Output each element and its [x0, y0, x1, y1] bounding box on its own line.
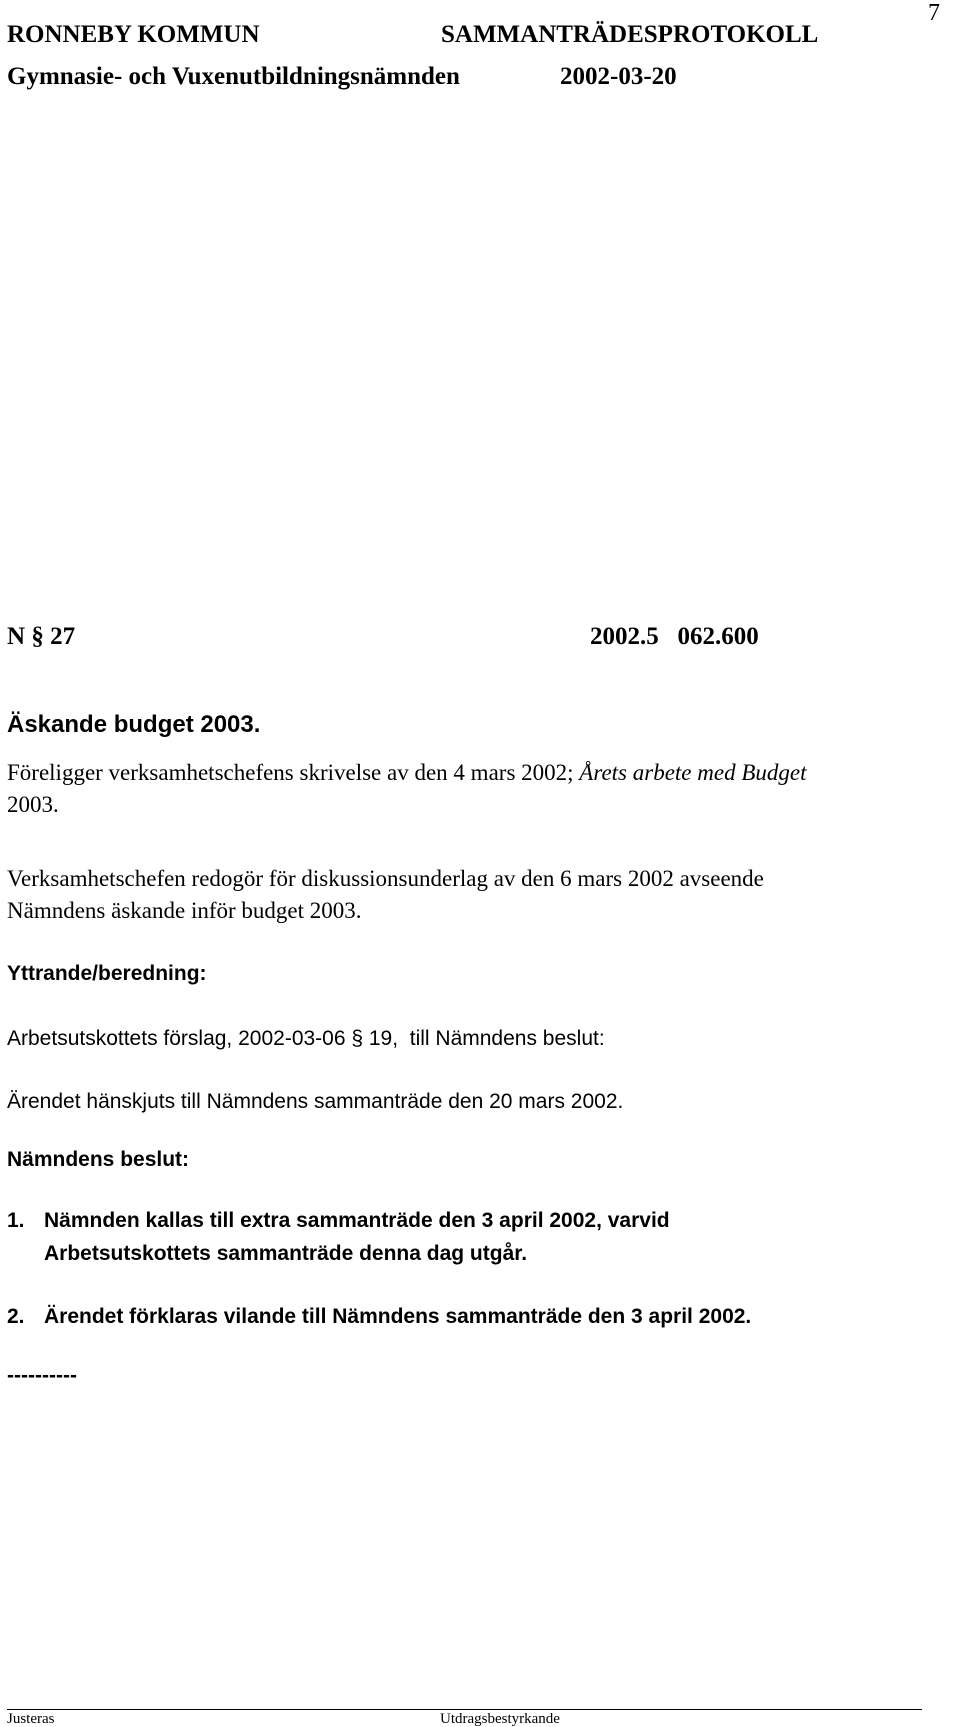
committee-name: Gymnasie- och Vuxenutbildningsnämnden	[7, 63, 460, 90]
footer-rule	[7, 1709, 922, 1710]
decision-2-line-1: Ärendet förklaras vilande till Nämndens sammanträde den 3 april 2002.	[44, 1305, 752, 1328]
yttrande-heading: Yttrande/beredning:	[7, 962, 207, 985]
paragraph-num: 27	[50, 623, 76, 650]
separator-dashes: ----------	[7, 1364, 77, 1387]
intro-text: Föreligger verksamhetschefens skrivelse av den 4 mars 2002;	[7, 760, 580, 785]
page-number: 7	[928, 0, 940, 26]
section-symbol: §	[351, 1027, 364, 1050]
file-code: 2002.5 062.600	[590, 623, 759, 650]
section-symbol: §	[31, 623, 44, 650]
proposal-text: Ärendet hänskjuts till Nämndens sammanträde den 20 mars 2002.	[7, 1090, 624, 1113]
footer-utdragsbestyrkande: Utdragsbestyrkande	[440, 1711, 560, 1727]
decision-2-number: 2.	[7, 1305, 25, 1328]
municipality-name: RONNEBY KOMMUN	[7, 21, 260, 48]
description-line-1: Verksamhetschefen redogör för diskussionsunderlag av den 6 mars 2002 avseende	[7, 866, 764, 891]
intro-line-1	[7, 757, 806, 789]
intro-line-2: 2003.	[7, 792, 59, 817]
decision-1-number: 1.	[7, 1209, 25, 1232]
meeting-date: 2002-03-20	[560, 63, 677, 90]
description-line-2: Nämndens äskande inför budget 2003.	[7, 898, 362, 923]
paragraph-number	[7, 622, 75, 652]
footer-justeras: Justeras	[7, 1711, 55, 1727]
page-title: Äskande budget 2003.	[7, 711, 261, 738]
paragraph-letter: N	[7, 623, 26, 650]
decision-1-line-1: Nämnden kallas till extra sammanträde den 3 april 2002, varvid	[44, 1209, 670, 1232]
decision-1-line-2: Arbetsutskottets sammanträde denna dag utgår.	[44, 1242, 528, 1265]
proposal-before: Arbetsutskottets förslag, 2002-03-06	[7, 1027, 352, 1050]
proposal-after: 19, till Nämndens beslut:	[363, 1027, 605, 1050]
proposal-line	[7, 1024, 605, 1054]
decision-heading: Nämndens beslut:	[7, 1148, 190, 1171]
document-type: SAMMANTRÄDESPROTOKOLL	[441, 21, 819, 48]
intro-italic: Årets arbete med Budget	[579, 760, 807, 785]
